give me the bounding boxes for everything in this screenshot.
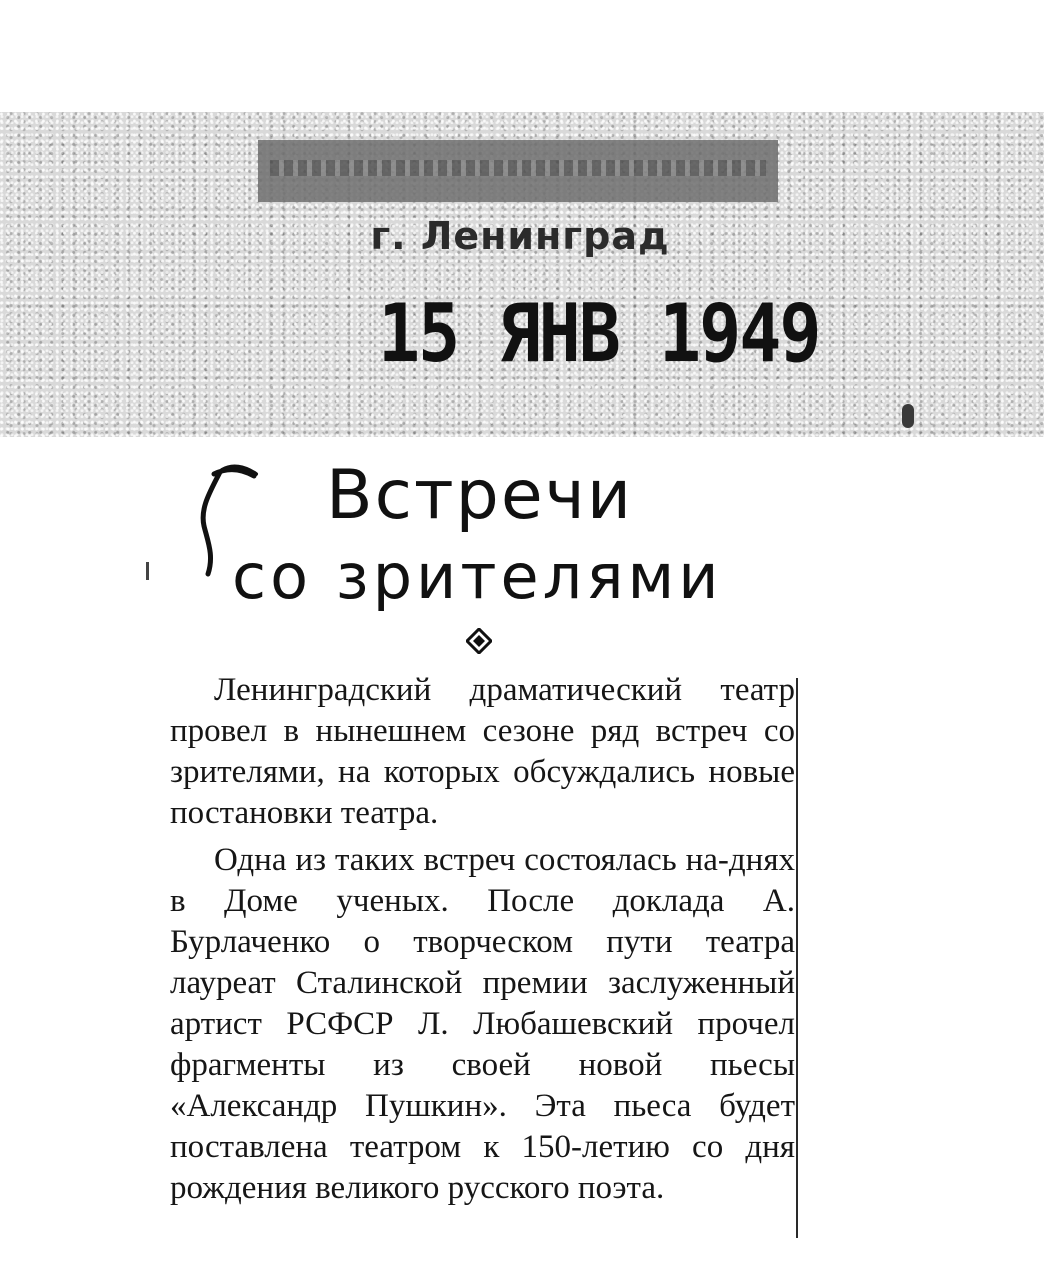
stamp-city-line — [80, 214, 960, 258]
stamp-city: г. Ленинград — [370, 214, 670, 258]
article-paragraph-2: Одна из таких встреч состоялась на-днях в Доме ученых. После доклада А. Бурлаченко о творческом пути театра лауреат Сталинской премии заслуженный артист РСФСР Л. Любашевский прочел фрагменты из своей новой пьесы «Александр Пушкин». Эта пьеса будет поставлена театром к 150-летию со дня рождения великого русского поэта. — [170, 842, 795, 1206]
headline-line-2: со зрителями — [232, 540, 723, 613]
diamond-ornament-icon — [466, 628, 492, 654]
date-stamp: 15 ЯНВ 1949 — [378, 286, 820, 381]
margin-tick — [146, 562, 149, 580]
faded-masthead — [258, 140, 778, 202]
article-body — [170, 670, 795, 1215]
column-rule — [796, 678, 798, 1238]
headline-line-1: Встречи — [326, 456, 634, 535]
article-paragraph-1: Ленинградский драматический театр провел в нынешнем сезоне ряд встреч со зрителями, на которых обсуждались новые постановки театра. — [170, 672, 795, 831]
ink-blot — [902, 404, 914, 428]
